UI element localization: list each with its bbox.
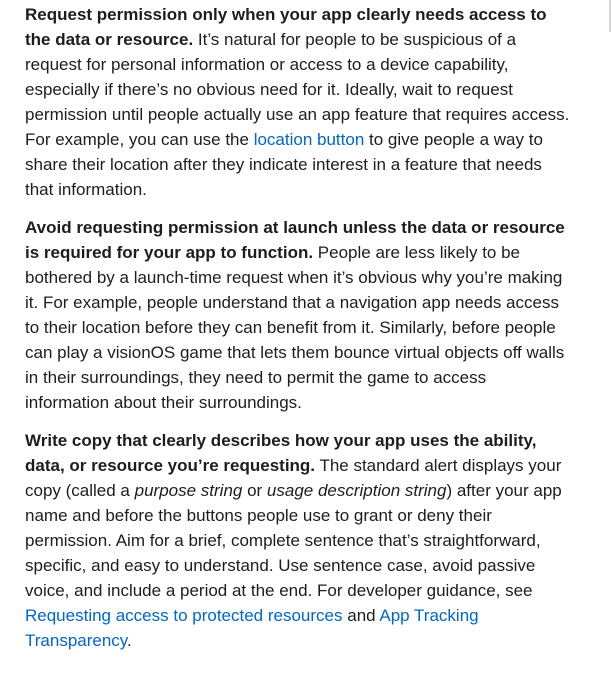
paragraph-avoid-at-launch	[25, 215, 570, 415]
requesting-access-link[interactable]: Requesting access to protected resources	[25, 606, 343, 625]
paragraph-text: People are less likely to be bothered by a launch-time request when it’s obvious why you’re making it. For example, people understand that a navigation app needs access to their location before they can benefit from it. Similarly, before people can play a visionOS game that lets them bounce virtual objects off walls in their surroundings, they need to permit the game to access information about their surroundings.	[25, 243, 565, 412]
app-tracking-transparency-link[interactable]: App Tracking Transparency	[25, 606, 479, 650]
usage-description-string-term: usage description string	[266, 481, 447, 500]
paragraph-text: The standard alert displays your copy (called a	[25, 456, 562, 500]
paragraph-text: It’s natural for people to be suspicious of a request for personal information or access to a device capability, especially if there’s no obvious need for it. Ideally, wait to request permission until people actually use an app feature that requires access. For example, you can use the	[25, 30, 570, 149]
paragraph-write-copy	[25, 428, 570, 653]
paragraph-text: and	[342, 606, 380, 625]
paragraph-text: .	[127, 631, 132, 650]
article-content	[25, 2, 570, 666]
paragraph-lead: Write copy that clearly describes how your app uses the ability, data, or resource you’re requesting.	[25, 431, 537, 475]
paragraph-text: or	[242, 481, 267, 500]
paragraph-lead: Avoid requesting permission at launch unless the data or resource is required for your app to function.	[25, 218, 565, 262]
paragraph-request-when-needed	[25, 2, 570, 202]
paragraph-text: to give people a way to share their location after they indicate interest in a feature that needs that information.	[25, 130, 543, 199]
paragraph-lead: Request permission only when your app clearly needs access to the data or resource.	[25, 5, 547, 49]
purpose-string-term: purpose string	[134, 481, 243, 500]
paragraph-text: ) after your app name and before the buttons people use to grant or deny their permission. Aim for a brief, complete sentence that’s straightforward, specific, and easy to understand. Use sentence case, avoid passive voice, and include a period at the end. For developer guidance, see	[25, 481, 562, 600]
location-button-link[interactable]: location button	[253, 130, 365, 149]
